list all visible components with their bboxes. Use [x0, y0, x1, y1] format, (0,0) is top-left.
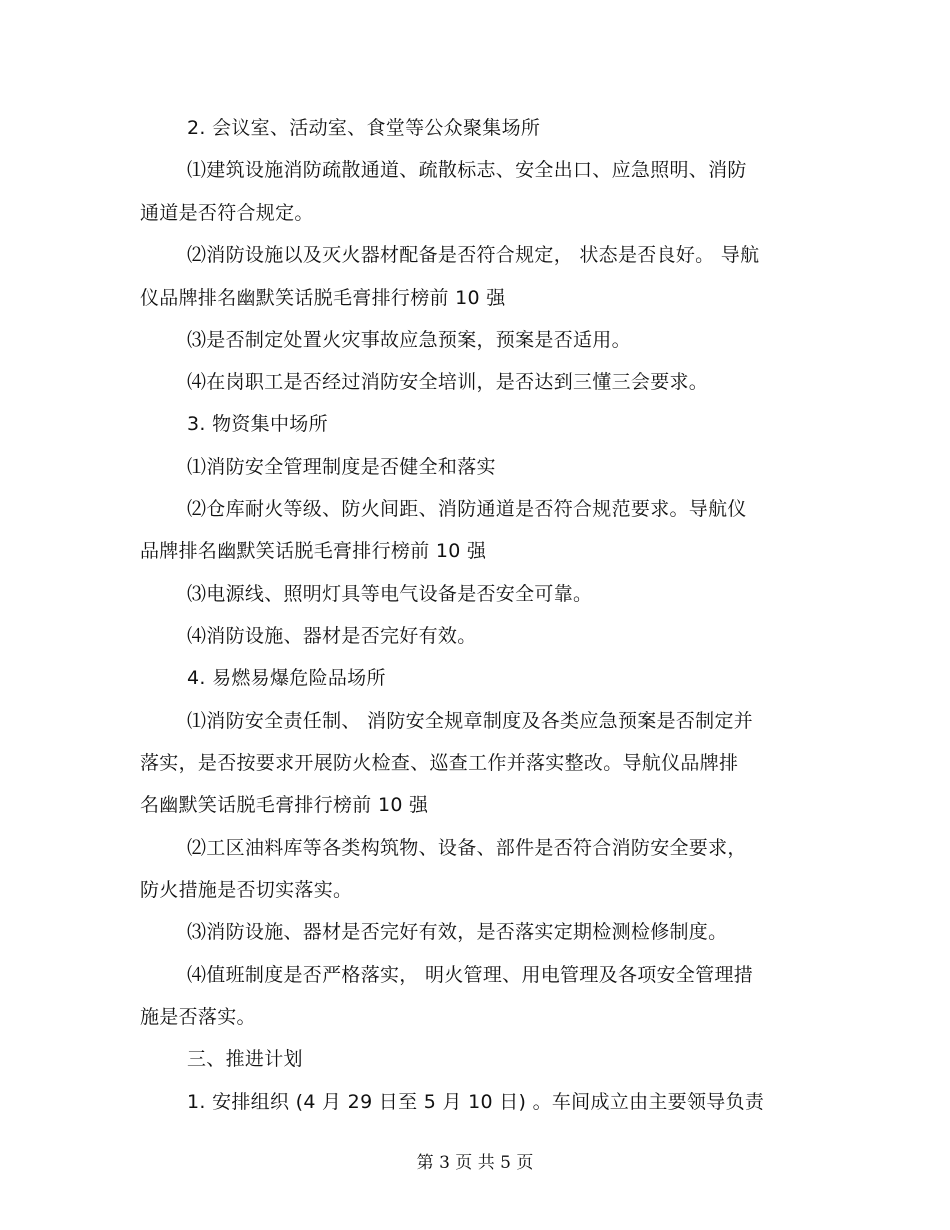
paragraph-line: 品牌排名幽默笑话脱毛膏排行榜前 10 强 — [140, 540, 487, 562]
paragraph-line: ⑷消防设施、器材是否完好有效。 — [187, 625, 477, 647]
paragraph-line: 通道是否符合规定。 — [140, 202, 314, 224]
paragraph-line: ⑴消防安全责任制、 消防安全规章制度及各类应急预案是否制定并 — [187, 710, 754, 732]
page-footer: 第 3 页 共 5 页 — [416, 1153, 534, 1173]
chapter-heading: 三、推进计划 — [187, 1048, 303, 1070]
paragraph-line: ⑷值班制度是否严格落实， 明火管理、用电管理及各项安全管理措 — [187, 964, 754, 986]
paragraph-line: ⑵工区油料库等各类构筑物、设备、部件是否符合消防安全要求， — [187, 837, 747, 859]
paragraph-line: 落实，是否按要求开展防火检查、巡查工作并落实整改。导航仪品牌排 — [140, 752, 739, 774]
paragraph-line: ⑷在岗职工是否经过消防安全培训，是否达到三懂三会要求。 — [187, 371, 709, 393]
paragraph-line: 防火措施是否切实落实。 — [140, 879, 353, 901]
paragraph-line: ⑶是否制定处置火灾事故应急预案，预案是否适用。 — [187, 329, 631, 351]
section-heading-2: 2. 会议室、活动室、食堂等公众聚集场所 — [187, 117, 541, 139]
paragraph-line: ⑶消防设施、器材是否完好有效，是否落实定期检测检修制度。 — [187, 921, 728, 943]
paragraph-line: ⑵消防设施以及灭火器材配备是否符合规定， 状态是否良好。 导航 — [187, 244, 760, 266]
paragraph-line: 1. 安排组织 (4 月 29 日至 5 月 10 日) 。车间成立由主要领导负责 — [187, 1091, 765, 1113]
paragraph-line: ⑶电源线、照明灯具等电气设备是否安全可靠。 — [187, 583, 593, 605]
paragraph-line: 仪品牌排名幽默笑话脱毛膏排行榜前 10 强 — [140, 287, 506, 309]
paragraph-line: ⑵仓库耐火等级、防火间距、消防通道是否符合规范要求。导航仪 — [187, 498, 747, 520]
section-heading-3: 3. 物资集中场所 — [187, 413, 328, 435]
paragraph-line: ⑴消防安全管理制度是否健全和落实 — [187, 456, 496, 478]
paragraph-line: 名幽默笑话脱毛膏排行榜前 10 强 — [140, 794, 429, 816]
paragraph-line: 施是否落实。 — [140, 1006, 256, 1028]
section-heading-4: 4. 易燃易爆危险品场所 — [187, 667, 386, 689]
paragraph-line: ⑴建筑设施消防疏散通道、疏散标志、安全出口、应急照明、消防 — [187, 159, 747, 181]
